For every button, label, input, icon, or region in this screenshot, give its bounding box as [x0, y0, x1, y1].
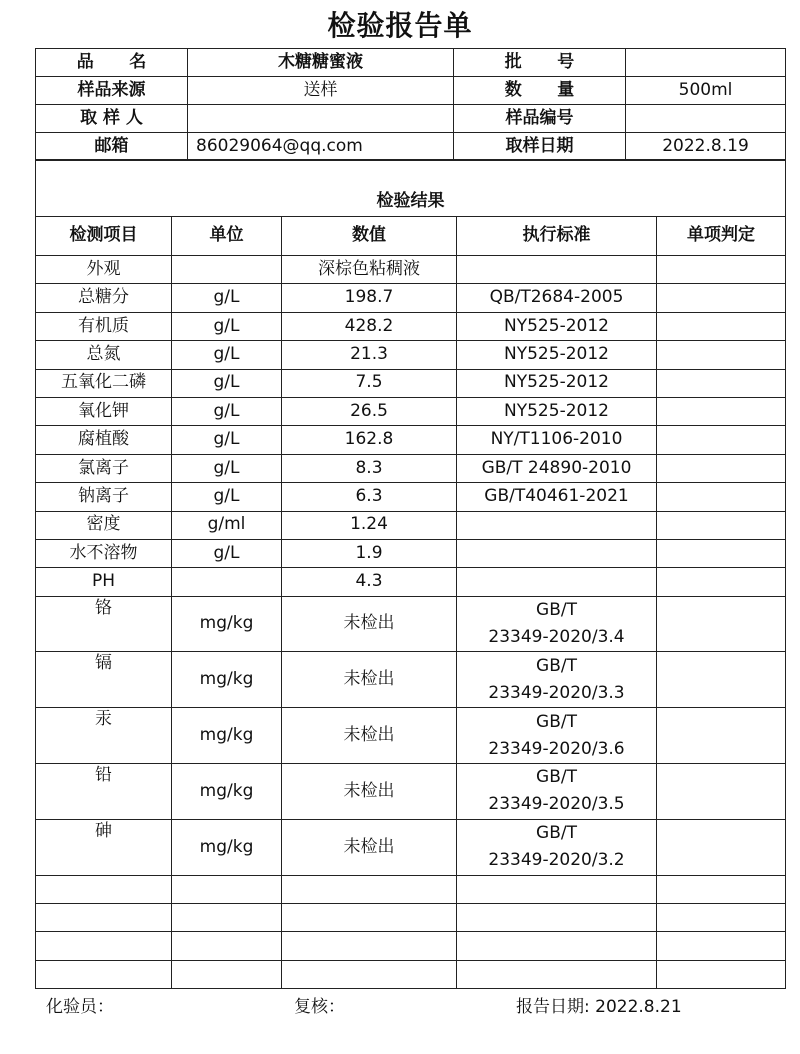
info-row-product	[36, 49, 786, 77]
test-item-value: 1.24	[282, 511, 457, 539]
test-item-name: 铬	[36, 596, 172, 652]
test-item-standard	[457, 764, 657, 820]
test-item-value: 未检出	[282, 764, 457, 820]
test-item-value: 428.2	[282, 312, 457, 340]
test-item-name: 总氮	[36, 341, 172, 369]
product-value: 木糖糖蜜液	[188, 49, 454, 77]
standard-line-2: 23349-2020/3.5	[488, 794, 625, 815]
column-header-standard: 执行标准	[457, 217, 657, 256]
standard-line-1: GB/T	[536, 767, 577, 788]
table-row	[36, 369, 786, 397]
test-item-standard: QB/T2684-2005	[457, 284, 657, 312]
empty-cell	[457, 960, 657, 988]
test-item-value: 26.5	[282, 397, 457, 425]
table-row	[36, 539, 786, 567]
standard-line-1: GB/T	[536, 711, 577, 732]
test-item-standard	[457, 596, 657, 652]
test-item-value: 未检出	[282, 819, 457, 875]
table-row	[36, 652, 786, 708]
empty-cell	[172, 932, 282, 960]
test-item-judgement	[657, 483, 786, 511]
test-item-name: 总糖分	[36, 284, 172, 312]
results-heading: 检验结果	[36, 160, 786, 217]
info-row-email	[36, 133, 786, 161]
test-item-standard	[457, 539, 657, 567]
table-row	[36, 284, 786, 312]
test-item-name: 氧化钾	[36, 397, 172, 425]
test-item-name: 有机质	[36, 312, 172, 340]
test-item-name: 砷	[36, 819, 172, 875]
test-item-standard	[457, 256, 657, 284]
source-label: 样品来源	[36, 77, 188, 105]
test-item-name: 水不溶物	[36, 539, 172, 567]
test-item-standard: NY525-2012	[457, 369, 657, 397]
column-header-item: 检测项目	[36, 217, 172, 256]
standard-line-2: 23349-2020/3.2	[488, 850, 625, 871]
test-item-value: 8.3	[282, 454, 457, 482]
test-item-value: 4.3	[282, 568, 457, 596]
empty-row	[36, 904, 786, 932]
empty-cell	[282, 904, 457, 932]
sample-date-value: 2022.8.19	[626, 133, 786, 161]
test-item-standard: NY525-2012	[457, 341, 657, 369]
results-table	[35, 159, 786, 989]
column-header-unit: 单位	[172, 217, 282, 256]
sample-no-value	[626, 105, 786, 133]
email-value: 86029064@qq.com	[188, 133, 454, 161]
test-item-value: 未检出	[282, 596, 457, 652]
table-row	[36, 426, 786, 454]
table-row	[36, 819, 786, 875]
test-item-judgement	[657, 369, 786, 397]
test-item-judgement	[657, 596, 786, 652]
test-item-name: 汞	[36, 708, 172, 764]
empty-cell	[657, 932, 786, 960]
standard-line-2: 23349-2020/3.3	[488, 682, 625, 703]
standard-line-2: 23349-2020/3.6	[488, 738, 625, 759]
test-item-judgement	[657, 284, 786, 312]
test-item-unit: g/L	[172, 483, 282, 511]
test-item-value: 6.3	[282, 483, 457, 511]
table-row	[36, 483, 786, 511]
table-row	[36, 341, 786, 369]
table-row	[36, 511, 786, 539]
test-item-standard: GB/T 24890-2010	[457, 454, 657, 482]
test-item-unit: g/ml	[172, 511, 282, 539]
sample-date-label: 取样日期	[454, 133, 626, 161]
test-item-standard	[457, 819, 657, 875]
table-row	[36, 256, 786, 284]
test-item-judgement	[657, 511, 786, 539]
test-item-unit	[172, 256, 282, 284]
email-label: 邮箱	[36, 133, 188, 161]
standard-line-1: GB/T	[536, 600, 577, 621]
test-item-unit: g/L	[172, 341, 282, 369]
test-item-standard: NY525-2012	[457, 397, 657, 425]
test-item-value: 未检出	[282, 652, 457, 708]
results-column-header-row	[36, 217, 786, 256]
empty-cell	[457, 875, 657, 903]
empty-cell	[657, 960, 786, 988]
test-item-judgement	[657, 426, 786, 454]
empty-cell	[36, 875, 172, 903]
test-item-unit	[172, 568, 282, 596]
report-date: 报告日期: 2022.8.21	[516, 997, 682, 1017]
column-header-value: 数值	[282, 217, 457, 256]
empty-cell	[657, 904, 786, 932]
table-row	[36, 596, 786, 652]
test-item-name: PH	[36, 568, 172, 596]
standard-line-2: 23349-2020/3.4	[488, 627, 625, 648]
test-item-unit: g/L	[172, 284, 282, 312]
test-item-judgement	[657, 708, 786, 764]
empty-row	[36, 932, 786, 960]
test-item-value: 198.7	[282, 284, 457, 312]
sample-info-table	[35, 48, 786, 161]
results-heading-row	[36, 160, 786, 217]
empty-cell	[657, 875, 786, 903]
test-item-judgement	[657, 652, 786, 708]
standard-line-1: GB/T	[536, 655, 577, 676]
table-row	[36, 568, 786, 596]
info-row-source	[36, 77, 786, 105]
test-item-value: 深棕色粘稠液	[282, 256, 457, 284]
batch-value	[626, 49, 786, 77]
test-item-judgement	[657, 397, 786, 425]
test-item-value: 未检出	[282, 708, 457, 764]
empty-cell	[457, 904, 657, 932]
inspector-label: 化验员：	[46, 997, 114, 1017]
report-title: 检验报告单	[327, 9, 473, 42]
empty-row	[36, 875, 786, 903]
test-item-unit: mg/kg	[172, 764, 282, 820]
test-item-standard	[457, 652, 657, 708]
test-item-value: 1.9	[282, 539, 457, 567]
reviewer-label: 复核：	[294, 997, 345, 1017]
test-item-unit: mg/kg	[172, 708, 282, 764]
test-item-unit: g/L	[172, 454, 282, 482]
test-item-judgement	[657, 764, 786, 820]
empty-cell	[282, 960, 457, 988]
empty-cell	[36, 904, 172, 932]
sampler-value	[188, 105, 454, 133]
table-row	[36, 397, 786, 425]
test-item-value: 7.5	[282, 369, 457, 397]
test-item-name: 外观	[36, 256, 172, 284]
test-item-standard: NY/T1106-2010	[457, 426, 657, 454]
test-item-unit: g/L	[172, 426, 282, 454]
test-item-name: 密度	[36, 511, 172, 539]
table-row	[36, 454, 786, 482]
table-row	[36, 764, 786, 820]
empty-cell	[457, 932, 657, 960]
test-item-judgement	[657, 256, 786, 284]
test-item-unit: mg/kg	[172, 819, 282, 875]
test-item-judgement	[657, 312, 786, 340]
test-item-judgement	[657, 539, 786, 567]
test-item-name: 镉	[36, 652, 172, 708]
empty-cell	[36, 960, 172, 988]
test-item-unit: g/L	[172, 312, 282, 340]
test-item-judgement	[657, 454, 786, 482]
quantity-label: 数 量	[454, 77, 626, 105]
info-row-sampler	[36, 105, 786, 133]
test-item-standard	[457, 708, 657, 764]
empty-cell	[282, 875, 457, 903]
test-item-name: 腐植酸	[36, 426, 172, 454]
test-item-name: 五氧化二磷	[36, 369, 172, 397]
table-row	[36, 708, 786, 764]
sampler-label: 取 样 人	[36, 105, 188, 133]
source-value: 送样	[188, 77, 454, 105]
test-item-judgement	[657, 819, 786, 875]
standard-line-1: GB/T	[536, 823, 577, 844]
empty-cell	[36, 932, 172, 960]
test-item-name: 氯离子	[36, 454, 172, 482]
test-item-judgement	[657, 341, 786, 369]
empty-cell	[172, 875, 282, 903]
test-item-name: 铅	[36, 764, 172, 820]
test-item-unit: mg/kg	[172, 596, 282, 652]
test-item-name: 钠离子	[36, 483, 172, 511]
sample-no-label: 样品编号	[454, 105, 626, 133]
batch-label: 批 号	[454, 49, 626, 77]
test-item-standard: NY525-2012	[457, 312, 657, 340]
test-item-standard	[457, 568, 657, 596]
quantity-value: 500ml	[626, 77, 786, 105]
empty-row	[36, 960, 786, 988]
test-item-judgement	[657, 568, 786, 596]
test-item-value: 162.8	[282, 426, 457, 454]
product-label: 品 名	[36, 49, 188, 77]
test-item-unit: g/L	[172, 539, 282, 567]
empty-cell	[172, 960, 282, 988]
test-item-unit: g/L	[172, 397, 282, 425]
table-row	[36, 312, 786, 340]
test-item-unit: g/L	[172, 369, 282, 397]
column-header-judgement: 单项判定	[657, 217, 786, 256]
test-item-value: 21.3	[282, 341, 457, 369]
test-item-standard: GB/T40461-2021	[457, 483, 657, 511]
test-item-standard	[457, 511, 657, 539]
empty-cell	[172, 904, 282, 932]
test-item-unit: mg/kg	[172, 652, 282, 708]
empty-cell	[282, 932, 457, 960]
